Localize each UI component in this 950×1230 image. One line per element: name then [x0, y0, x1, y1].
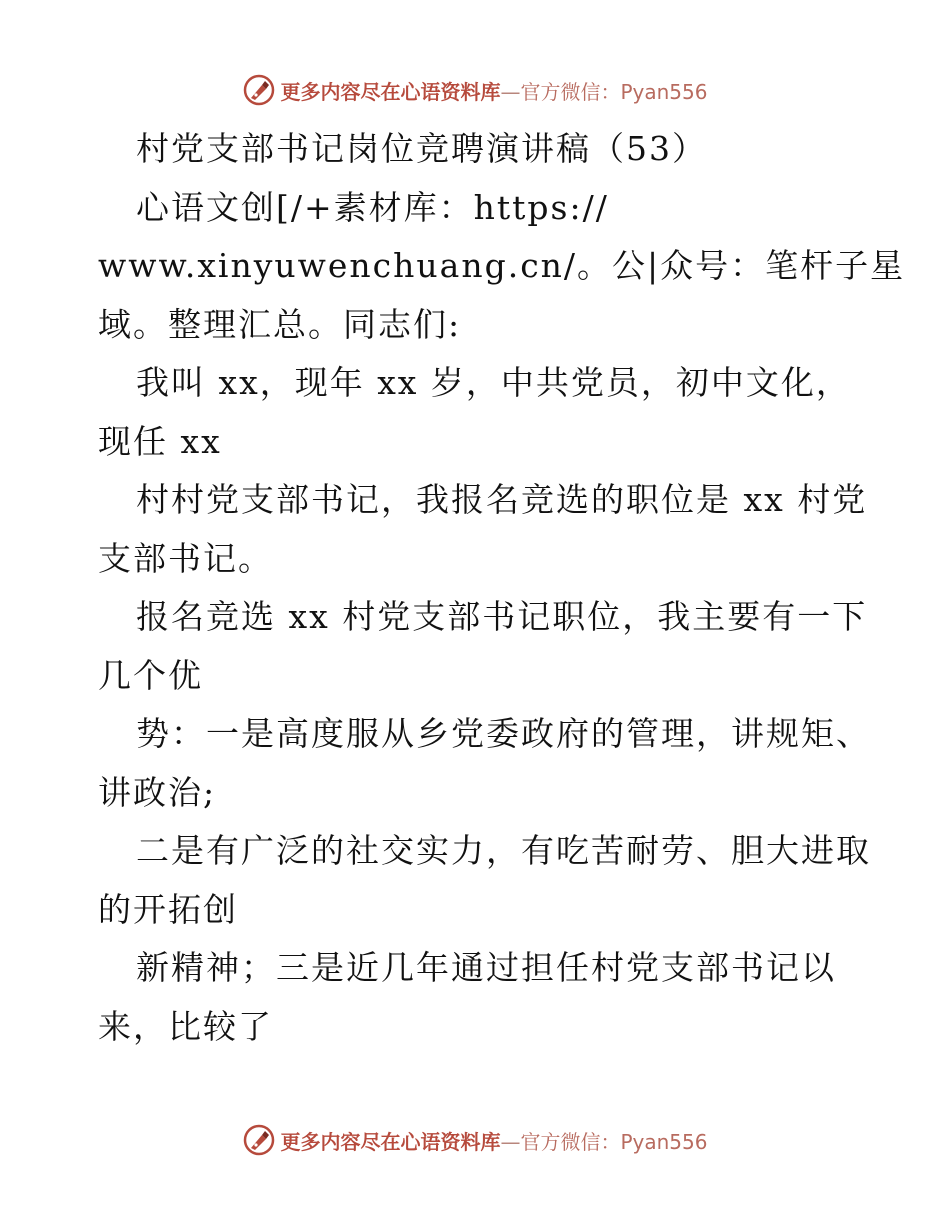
- paragraph-line: www.xinyuwenchuang.cn/。公|众号：笔杆子星: [98, 246, 906, 285]
- pen-nib-circle-icon: [242, 1123, 276, 1157]
- document-title: 村党支部书记岗位竞聘演讲稿（53）: [136, 129, 707, 168]
- banner-wechat-text: 官方微信：Pyan556: [520, 79, 708, 104]
- paragraph-line: 现任 xx: [98, 421, 222, 461]
- banner-separator: —: [500, 79, 521, 104]
- document-body: [98, 120, 906, 1056]
- paragraph-line: 来，比较了: [98, 1006, 273, 1046]
- banner-main-text: 更多内容尽在心语资料库: [280, 79, 501, 104]
- banner-separator: —: [500, 1129, 521, 1154]
- paragraph-line: 域。整理汇总。同志们:: [98, 304, 462, 344]
- paragraph-line: 新精神；三是近几年通过担任村党支部书记以: [136, 948, 836, 987]
- footer-banner: [0, 1120, 950, 1160]
- header-banner: [0, 70, 950, 110]
- paragraph-line: 报名竞选 xx 村党支部书记职位，我主要有一下: [136, 597, 868, 636]
- banner-wechat-text: 官方微信：Pyan556: [520, 1129, 708, 1154]
- paragraph-line: 几个优: [98, 655, 203, 695]
- paragraph-line: 的开拓创: [98, 889, 238, 929]
- banner-text: [280, 1126, 707, 1155]
- paragraph-line: 支部书记。: [98, 538, 273, 578]
- paragraph-line: 心语文创[/+素材库：https://: [136, 187, 609, 227]
- banner-text: [280, 76, 707, 105]
- paragraph-line: 二是有广泛的社交实力，有吃苦耐劳、胆大进取: [136, 831, 871, 870]
- banner-main-text: 更多内容尽在心语资料库: [280, 1129, 501, 1154]
- paragraph-line: 我叫 xx，现年 xx 岁，中共党员，初中文化，: [136, 363, 851, 402]
- paragraph-line: 讲政治;: [98, 772, 217, 812]
- pen-nib-circle-icon: [242, 73, 276, 107]
- paragraph-line: 村村党支部书记，我报名竞选的职位是 xx 村党: [136, 480, 868, 519]
- paragraph-line: 势：一是高度服从乡党委政府的管理，讲规矩、: [136, 714, 871, 753]
